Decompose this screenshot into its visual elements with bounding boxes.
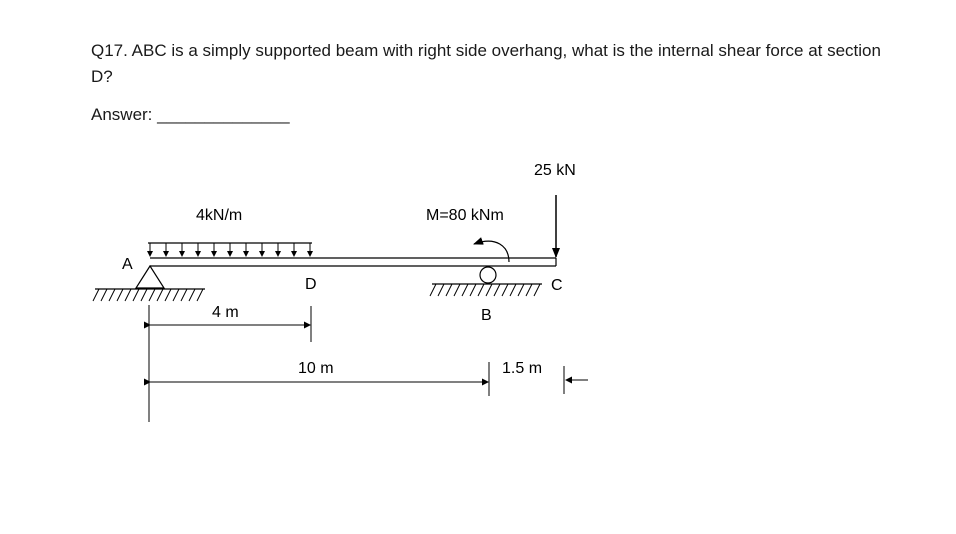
pin-support-a (93, 266, 205, 301)
point-a-label: A (122, 256, 133, 273)
hatch-line (93, 289, 99, 301)
udl-label: 4kN/m (196, 207, 243, 224)
udl-arrowhead (243, 251, 249, 257)
hatch-line (101, 289, 107, 301)
point-load-label: 25 kN (534, 162, 576, 179)
hatch-line (117, 289, 123, 301)
udl-arrowhead (307, 251, 313, 257)
beam (150, 258, 556, 266)
hatch-line (149, 289, 155, 301)
hatch-line (510, 284, 516, 296)
hatch-line (141, 289, 147, 301)
udl-arrowhead (275, 251, 281, 257)
hatch-line (494, 284, 500, 296)
moment-label: M=80 kNm (426, 207, 504, 224)
hatch-line (133, 289, 139, 301)
question-text: Q17. ABC is a simply supported beam with right side overhang, what is the internal shear force at section D? (91, 41, 881, 86)
hatch-line (470, 284, 476, 296)
udl-arrowhead (195, 251, 201, 257)
udl-arrowhead (259, 251, 265, 257)
udl-arrowhead (147, 251, 153, 257)
hatch-line (454, 284, 460, 296)
udl-arrowhead (211, 251, 217, 257)
hatch-line (173, 289, 179, 301)
point-c-label: C (551, 277, 563, 294)
hatch-line (518, 284, 524, 296)
hatch-line (181, 289, 187, 301)
roller-support-b (430, 267, 542, 296)
section-d-label: D (305, 276, 317, 293)
dim-span-label: 10 m (298, 360, 334, 377)
hatch-line (486, 284, 492, 296)
hatch-line (157, 289, 163, 301)
udl-arrowhead (227, 251, 233, 257)
hatch-line (430, 284, 436, 296)
hatch-line (534, 284, 540, 296)
distributed-load (147, 243, 313, 257)
udl-arrowhead (163, 251, 169, 257)
dim-udl-label: 4 m (212, 304, 239, 321)
hatch-line (462, 284, 468, 296)
point-b-label: B (481, 307, 492, 324)
hatch-line (446, 284, 452, 296)
udl-arrowhead (291, 251, 297, 257)
answer-blank[interactable]: ______________ (157, 105, 290, 124)
hatch-line (189, 289, 195, 301)
answer-label: Answer: (91, 105, 153, 124)
hatch-line (502, 284, 508, 296)
hatch-line (438, 284, 444, 296)
hatch-line (478, 284, 484, 296)
moment-arrow (474, 241, 509, 262)
hatch-line (125, 289, 131, 301)
hatch-line (197, 289, 203, 301)
hatch-line (165, 289, 171, 301)
udl-arrowhead (179, 251, 185, 257)
hatch-line (526, 284, 532, 296)
udl-arrows (147, 243, 313, 257)
dim-overhang-label: 1.5 m (502, 360, 543, 377)
hatch-line (109, 289, 115, 301)
